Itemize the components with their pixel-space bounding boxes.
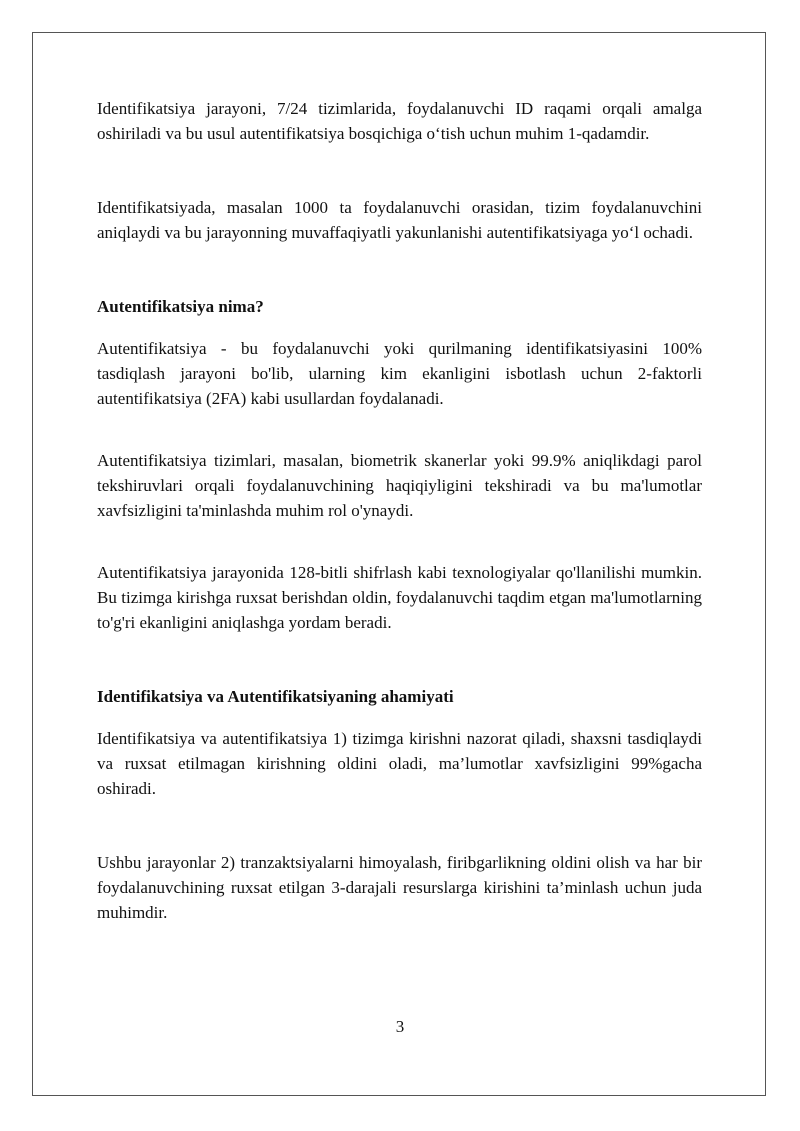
document-body — [97, 96, 702, 925]
paragraph-2: Identifikatsiyada, masalan 1000 ta foydalanuvchi orasidan, tizim foydalanuvchini aniqlaydi va bu jarayonning muvaffaqiyatli yakunlanishi autentifikatsiyaga yo‘l ochadi. — [97, 198, 702, 242]
section-heading-1: Autentifikatsiya nima? — [97, 297, 264, 316]
paragraph-7: Ushbu jarayonlar 2) tranzaktsiyalarni himoyalash, firibgarlikning oldini olish va har bir foydalanuvchining ruxsat etilgan 3-darajali resurslarga kirishini ta’minlash uchun juda muhimdir. — [97, 853, 702, 922]
paragraph-4: Autentifikatsiya tizimlari, masalan, biometrik skanerlar yoki 99.9% aniqlikdagi parol tekshiruvlari orqali foydalanuvchining haqiqiyligini tekshiradi va bu ma'lumotlar xavfsizligini ta'minlashda muhim rol o'ynaydi. — [97, 451, 702, 520]
paragraph-1: Identifikatsiya jarayoni, 7/24 tizimlarida, foydalanuvchi ID raqami orqali amalga oshiriladi va bu usul autentifikatsiya bosqichiga o‘tish uchun muhim 1-qadamdir. — [97, 99, 702, 143]
paragraph-6: Identifikatsiya va autentifikatsiya 1) tizimga kirishni nazorat qiladi, shaxsni tasdiqlaydi va ruxsat etilmagan kirishning oldini oladi, ma’lumotlar xavfsizligini 99%gacha oshiradi. — [97, 729, 702, 798]
section-heading-2: Identifikatsiya va Autentifikatsiyaning ahamiyati — [97, 687, 454, 706]
page-number: 3 — [395, 1017, 405, 1036]
paragraph-5: Autentifikatsiya jarayonida 128-bitli shifrlash kabi texnologiyalar qo'llanilishi mumkin. Bu tizimga kirishga ruxsat berishdan oldin, foydalanuvchi taqdim etgan ma'lumotlarning to'g'ri ekanligini aniqlashga yordam beradi. — [97, 563, 702, 632]
paragraph-3: Autentifikatsiya - bu foydalanuvchi yoki qurilmaning identifikatsiyasini 100% tasdiqlash jarayoni bo'lib, ularning kim ekanligini isbotlash uchun 2-faktorli autentifikatsiya (2FA) kabi usullardan foydalanadi. — [97, 339, 702, 408]
